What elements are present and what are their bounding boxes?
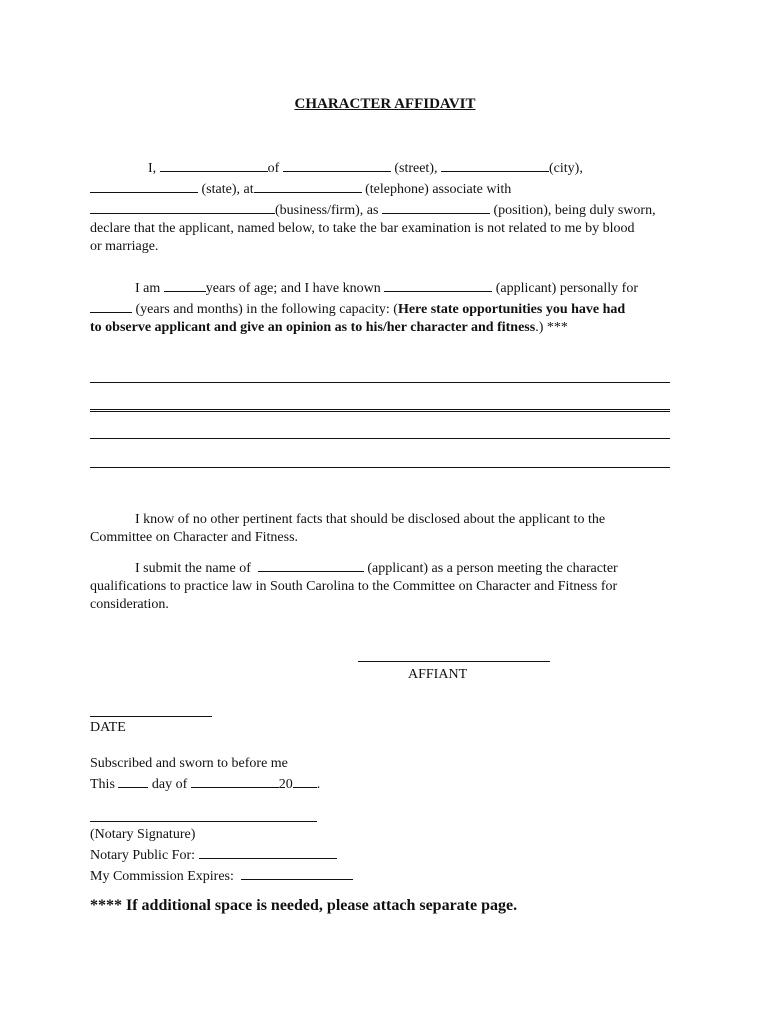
affiant-label: AFFIANT [408,667,468,682]
submission-paragraph: I submit the name of (applicant) as a person meeting the character qualifications to practice law in South Carolina to the Committee on Character and Fitness for consideration. [90,557,682,614]
name-blank[interactable] [160,157,268,172]
applicant-blank[interactable] [384,277,492,292]
applicant-name-blank[interactable] [258,557,364,572]
pertinent-facts-paragraph: I know of no other pertinent facts that should be disclosed about the applicant to the Committee on Character and Fitness. [90,512,606,545]
notary-block: (Notary Signature) Notary Public For: My Commission Expires: [90,826,682,886]
additional-space-note: **** If additional space is needed, please attach separate page. [90,897,518,914]
telephone-blank[interactable] [254,178,362,193]
year-blank[interactable] [293,773,317,788]
duration-blank[interactable] [90,298,132,313]
affiant-signature-line[interactable] [358,661,550,662]
answer-line[interactable] [90,409,670,410]
date-line[interactable] [90,716,212,717]
answer-line[interactable] [90,438,670,439]
day-blank[interactable] [118,773,148,788]
capacity-paragraph: I am years of age; and I have known (applicant) personally for (years and months) in the following capacity: (Here state opportunities you have had to observe applicant and give an opinion as to his/her character and fitness.) *** [90,277,682,337]
date-label: DATE [90,720,126,735]
state-blank[interactable] [90,178,198,193]
answer-line[interactable] [90,382,670,383]
notary-state-blank[interactable] [199,844,337,859]
position-blank[interactable] [382,199,490,214]
commission-expires-blank[interactable] [241,865,353,880]
business-blank[interactable] [90,199,275,214]
age-blank[interactable] [164,277,206,292]
month-blank[interactable] [191,773,279,788]
answer-line[interactable] [90,467,670,468]
page-title: CHARACTER AFFIDAVIT [294,96,476,112]
street-blank[interactable] [283,157,391,172]
declarant-paragraph: I, of (street), (city), (state), at (telephone) associate with (business/firm), as (position), being duly sworn, declare that the applicant, named below, to take the bar examination is not related to me by blood or marriage. [90,157,682,256]
sworn-statement: Subscribed and sworn to before me This day of 20 . [90,756,321,792]
notary-signature-line[interactable] [90,821,317,822]
city-blank[interactable] [441,157,549,172]
